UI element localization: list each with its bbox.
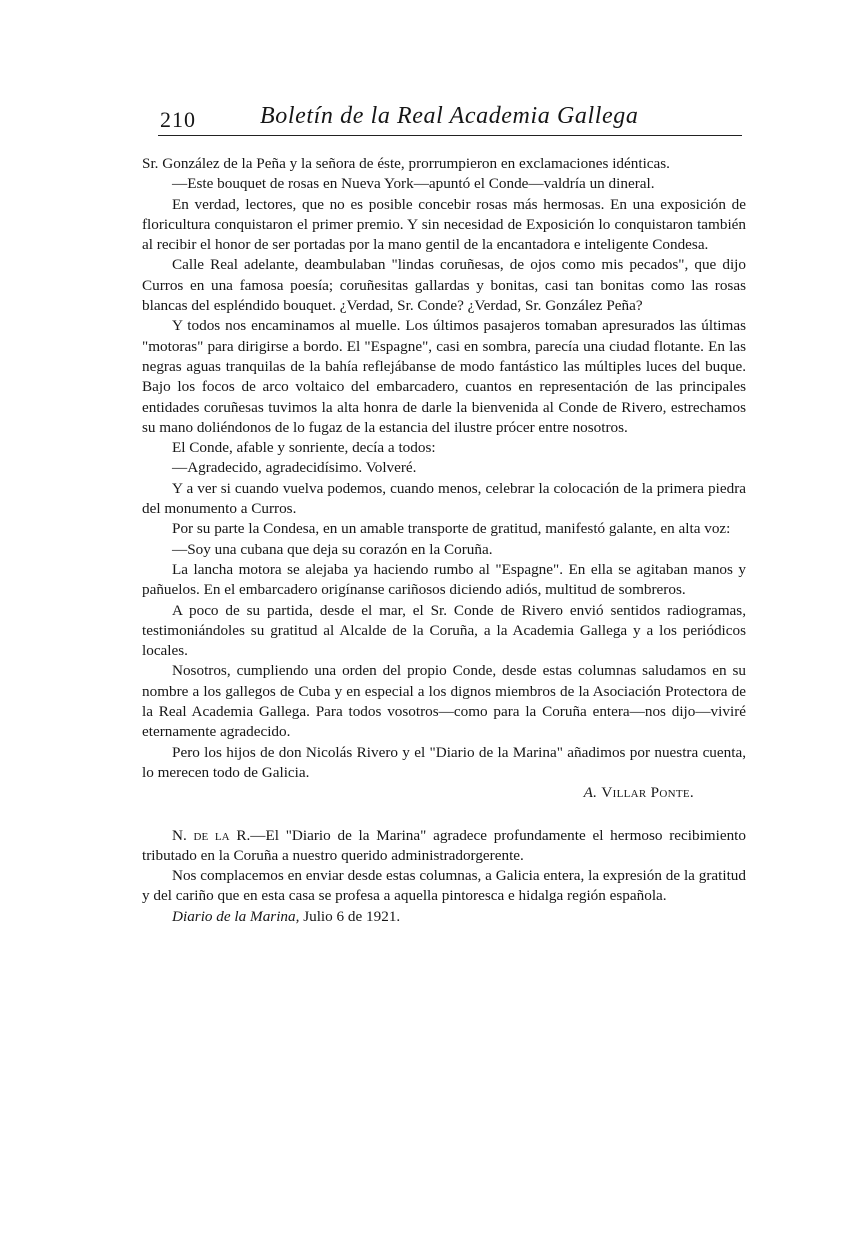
article-body <box>142 154 746 927</box>
running-title: Boletín de la Real Academia Gallega <box>260 103 639 129</box>
paragraph: Sr. González de la Peña y la señora de éste, prorrumpieron en exclamaciones idénticas. <box>142 155 670 172</box>
paragraph: La lancha motora se alejaba ya haciendo rumbo al "Espagne". En ella se agitaban manos y pañuelos. En el embarcadero origínanse cariñosos diciendo adiós, multitud de sombreros. <box>142 560 746 599</box>
author-initial: A. <box>583 784 598 802</box>
paragraph: —Soy una cubana que deja su corazón en la Coruña. <box>172 540 493 558</box>
paragraph: Nosotros, cumpliendo una orden del propio Conde, desde estas columnas saludamos en su nombre a los gallegos de Cuba y en especial a los dignos miembros de la Asociación Protectora de la Real Academia Gallega. Para todos vosotros—como para la Coruña entera—nos dijo—viviré eternamente agradecido. <box>142 662 746 741</box>
paragraph: —Agradecido, agradecidísimo. Volveré. <box>172 459 417 477</box>
paragraph: A poco de su partida, desde el mar, el Sr. Conde de Rivero envió sentidos radiogramas, testimoniándoles su gratitud al Alcalde de la Coruña, a la Academia Gallega y a los periódicos locales. <box>142 601 746 660</box>
dateline-source: Diario de la Marina, <box>172 907 300 925</box>
paragraph: Y todos nos encaminamos al muelle. Los últimos pasajeros tomaban apresurados las últimas "motoras" para dirigirse a bordo. El "Espagne", casi en sombra, parecía una ciudad flotante. En las negras aguas tranquilas de la bahía reflejábanse de modo fantástico las múltiples luces del buque. Bajo los focos de arco voltaico del embarcadero, cuantos en representación de las principales entidades coruñesas tuvimos la alta honra de darle la bienvenida al Conde de Rivero, estrechamos su mano doliéndonos de lo fugaz de la estancia del ilustre prócer entre nosotros. <box>142 317 746 436</box>
paragraph: Y a ver si cuando vuelva podemos, cuando menos, celebrar la colocación de la primera piedra del monumento a Curros. <box>142 479 746 518</box>
page-header <box>158 103 744 135</box>
page-number: 210 <box>160 107 196 132</box>
paragraph: —Este bouquet de rosas en Nueva York—apuntó el Conde—valdría un dineral. <box>172 175 655 193</box>
author-name: Villar Ponte. <box>601 784 694 802</box>
dateline-date: Julio 6 de 1921. <box>303 907 401 925</box>
paragraph: En verdad, lectores, que no es posible concebir rosas más hermosas. En una exposición de floricultura conquistaron el primer premio. Y sin necesidad de Exposición lo conquistaron también al recibir el honor de ser portadas por la mano gentil de la encantadora e inteligente Condesa. <box>142 195 746 254</box>
paragraph: Pero los hijos de don Nicolás Rivero y el "Diario de la Marina" añadimos por nuestra cuenta, lo merecen todo de Galicia. <box>142 743 746 781</box>
paragraph: Nos complacemos en enviar desde estas columnas, a Galicia entera, la expresión de la gratitud y del cariño que en esta casa se profesa a aquella pintoresca e hidalga región española. <box>142 867 746 905</box>
editor-note-text: —El "Diario de la Marina" agradece profundamente el hermoso recibimiento tributado en la Coruña a nuestro querido administradorgerente. <box>142 826 746 864</box>
author-signature <box>142 783 746 803</box>
editor-note <box>142 826 746 867</box>
editor-note-label: N. de la R. <box>172 826 251 844</box>
dateline <box>142 907 746 927</box>
paragraph: Por su parte la Condesa, en un amable transporte de gratitud, manifestó galante, en alta voz: <box>172 520 731 538</box>
paragraph: El Conde, afable y sonriente, decía a todos: <box>172 439 436 457</box>
header-rule <box>158 135 742 136</box>
paragraph: Calle Real adelante, deambulaban "lindas coruñesas, de ojos como mis pecados", que dijo Curros en una famosa poesía; coruñesitas gallardas y bonitas, casi tan bonitas como las rosas blancas del espléndido bouquet. ¿Verdad, Sr. Conde? ¿Verdad, Sr. González Peña? <box>142 256 746 315</box>
